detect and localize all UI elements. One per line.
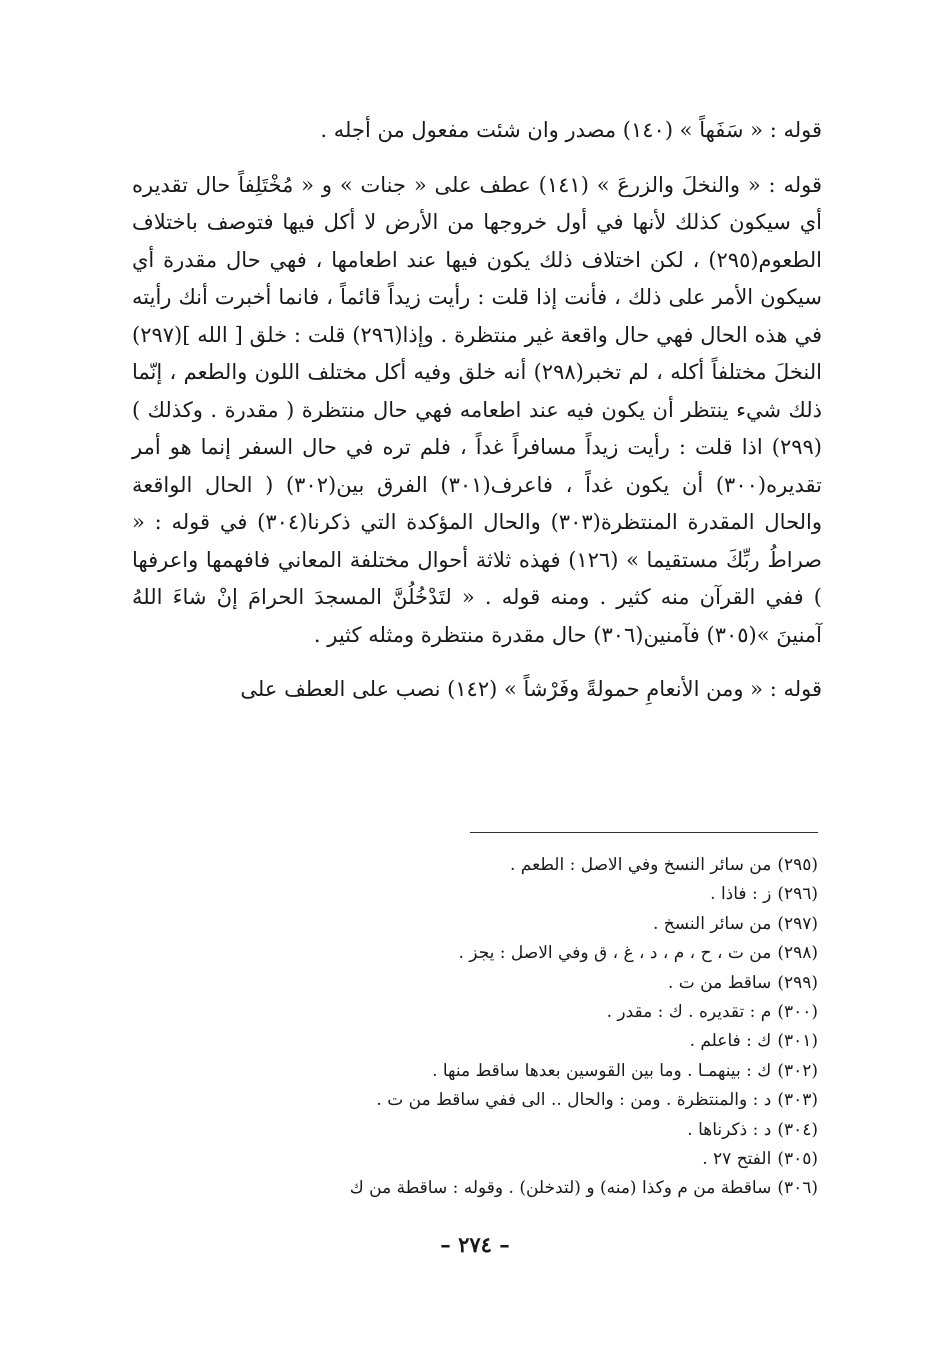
footnote-number: (٢٩٧) [777,913,818,934]
footnote-text: من ت ، ح ، م ، د ، غ ، ق وفي الاصل : يجز . [458,943,772,964]
footnote-text: ك : بينهمـا . وما بين القوسين بعدها ساقط منها . [432,1060,772,1081]
footnote-number: (٣٠٦) [777,1178,818,1199]
paragraph-verse-142: قوله : « ومن الأنعامِ حمولةً وفَرْشاً » (١٤٢) نصب على العطف على [240,677,822,701]
footnote-number: (٢٩٥) [777,855,818,875]
footnote-number: (٣٠١) [777,1031,818,1052]
footnote-item [128,851,818,880]
footnote-number: (٣٠٤) [777,1119,818,1140]
footnote-text: ساقطة من م وكذا (منه) و (لتدخلن) . وقوله : ساقطة من ك [349,1178,772,1199]
footnote-item [128,969,818,998]
footnote-item [128,939,818,968]
footnote-item [128,1116,818,1145]
footnotes-list [128,851,818,1204]
footnote-text: من سائر النسخ . [652,913,772,934]
footnote-text: م : تقديره . ك : مقدر . [606,1002,772,1023]
footnote-number: (٣٠٠) [777,1002,818,1023]
paragraph-verse-141: قوله : « والنخلَ والزرعَ » (١٤١) عطف على « جنات » و « مُخْتَلِفاً حال تقديره أي سيكون كذلك لأنها في أول خروجها من الأرض لا أكل فيها فتوصف باختلاف الطعوم(٢٩٥) ، لكن اختلاف ذلك يكون فيها عند اطعامها ، فهي حال مقدرة أي سيكون الأمر على ذلك ، فأنت إذا قلت : رأيت زيداً قائماً ، فانما أخبرت أنك رأيته في هذه الحال فهي حال واقعة غير منتظرة . وإذا(٢٩٦) قلت : خلق [ الله ](٢٩٧) النخلَ مختلفاً أكله ، لم تخبر(٢٩٨) أنه خلق وفيه أكل مختلف اللون والطعم ، إنّما ذلك شيء ينتظر أن يكون فيه عند اطعامه فهي حال منتظرة ( مقدرة . وكذلك )(٢٩٩) اذا قلت : رأيت زيداً مسافراً غداً ، فلم تره في حال السفر إنما هو أمر تقديره(٣٠٠) أن يكون غداً ، فاعرف(٣٠١) الفرق بين(٣٠٢) ( الحال الواقعة والحال المقدرة المنتظرة(٣٠٣) والحال المؤكدة التي ذكرنا(٣٠٤) في قوله : « صراطُ ربِّكَ مستقيما » (١٢٦) فهذه ثلاثة أحوال مختلفة المعاني فافهمها واعرفها ) ففي القرآن منه كثير . ومنه قوله . « لتَدْخُلُنَّ المسجدَ الحرامَ إنْ شاءَ اللهُ آمنينَ »(٣٠٥) فآمنين(٣٠٦) حال مقدرة منتظرة ومثله كثير . [132,172,823,647]
footnote-text: ز : فاذا . [710,884,772,905]
footnote-item [128,1027,818,1056]
footnote-divider [470,832,818,833]
footnote-number: (٢٩٨) [777,943,818,964]
footnote-text: د : والمنتظرة . ومن : والحال .. الى ففي ساقط من ت . [376,1090,772,1111]
footnote-item [128,880,818,909]
footnote-text: من سائر النسخ وفي الاصل : الطعم . [510,855,772,875]
footnote-item [128,1145,818,1174]
page-number: – ٢٧٤ – [440,1232,510,1257]
footnote-item [128,998,818,1027]
footnote-number: (٣٠٥) [777,1149,818,1170]
footnote-item [128,1174,818,1203]
footnote-number: (٣٠٣) [777,1090,818,1111]
main-text [132,112,822,709]
footnote-text: ساقط من ت . [667,972,772,993]
footnote-item [128,1057,818,1086]
footnote-text: ك : فاعلم . [689,1031,772,1052]
footnote-text: د : ذكرناها . [687,1119,772,1140]
footnote-number: (٣٠٢) [777,1060,818,1081]
footnote-item [128,910,818,939]
footnote-text: الفتح ٢٧ . [702,1149,772,1170]
footnote-item [128,1086,818,1115]
footnote-number: (٢٩٩) [777,972,818,993]
paragraph-verse-140: قوله : « سَفَهاً » (١٤٠) مصدر وان شئت مفعول من أجله . [320,118,822,142]
footnote-number: (٢٩٦) [777,884,818,905]
